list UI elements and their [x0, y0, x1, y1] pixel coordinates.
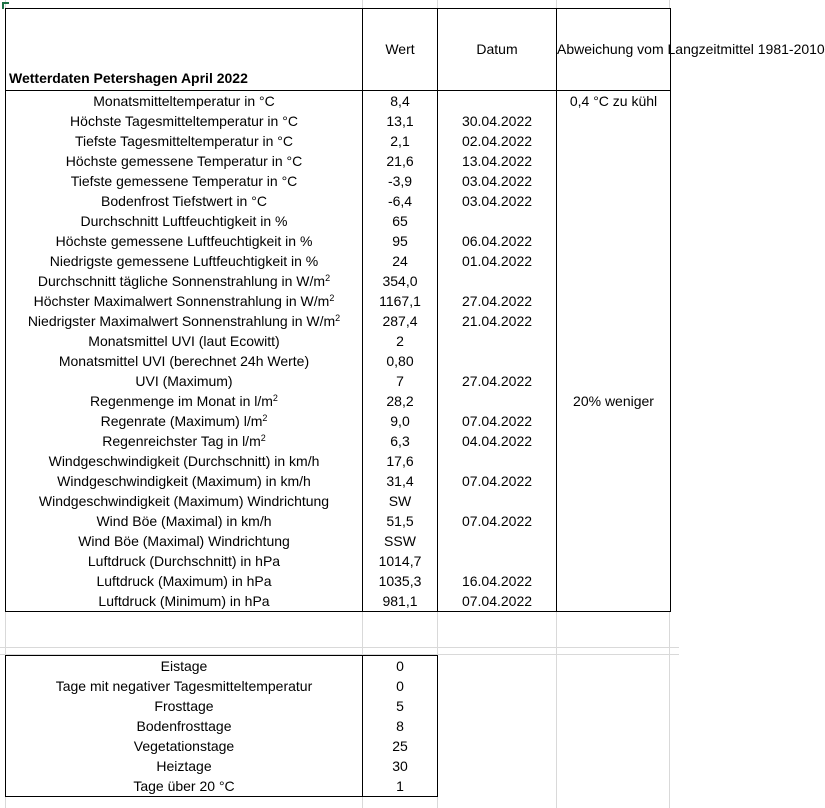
cell-label[interactable] — [6, 111, 363, 131]
cell-label-text: Höchster Maximalwert Sonnenstrahlung in W/m — [33, 292, 330, 309]
summary-row — [6, 716, 438, 736]
summary-row — [6, 696, 438, 716]
cell-deviation[interactable]: 0,4 °C zu kühl — [557, 91, 671, 112]
table-row — [6, 231, 671, 251]
cell-label-text: Luftdruck (Maximum) in hPa — [96, 572, 272, 589]
cell-value[interactable]: 9,0 — [363, 411, 438, 431]
cell-deviation[interactable] — [557, 431, 671, 451]
cell-value[interactable]: 13,1 — [363, 111, 438, 131]
header-deviation[interactable]: Abweichung vom Langzeitmittel 1981-2010 — [557, 9, 671, 91]
summary-value[interactable]: 8 — [363, 716, 438, 736]
cell-label[interactable] — [6, 331, 363, 351]
table-row — [6, 291, 671, 311]
cell-value[interactable]: 0,80 — [363, 351, 438, 371]
table-row — [6, 511, 671, 531]
table-row — [6, 251, 671, 271]
cell-label[interactable] — [6, 551, 363, 571]
cell-date[interactable] — [438, 391, 557, 411]
table-row — [6, 491, 671, 511]
cell-deviation[interactable] — [557, 191, 671, 211]
cell-value[interactable]: 28,2 — [363, 391, 438, 411]
summary-value[interactable]: 30 — [363, 756, 438, 776]
cell-label[interactable] — [6, 571, 363, 591]
table-row — [6, 311, 671, 331]
cell-label-text: Luftdruck (Durchschnitt) in hPa — [87, 552, 281, 569]
cell-date[interactable]: 07.04.2022 — [438, 411, 557, 431]
cell-value[interactable]: 6,3 — [363, 431, 438, 451]
cell-date[interactable] — [438, 211, 557, 231]
cell-date[interactable]: 30.04.2022 — [438, 111, 557, 131]
cell-label-text: Regenrate (Maximum) l/m — [100, 412, 263, 429]
cell-value[interactable]: 1014,7 — [363, 551, 438, 571]
cell-label[interactable] — [6, 471, 363, 491]
summary-label[interactable]: Eistage — [6, 656, 363, 677]
cell-label[interactable] — [6, 491, 363, 511]
cell-deviation[interactable] — [557, 131, 671, 151]
cell-date[interactable]: 04.04.2022 — [438, 431, 557, 451]
cell-date[interactable] — [438, 451, 557, 471]
cell-date[interactable]: 07.04.2022 — [438, 591, 557, 612]
cell-deviation[interactable] — [557, 491, 671, 511]
cell-value[interactable]: 95 — [363, 231, 438, 251]
table-row — [6, 471, 671, 491]
superscript: 2 — [262, 412, 268, 423]
summary-label[interactable]: Vegetationstage — [6, 736, 363, 756]
cell-value[interactable]: -3,9 — [363, 171, 438, 191]
cell-date[interactable]: 07.04.2022 — [438, 511, 557, 531]
cell-deviation[interactable] — [557, 251, 671, 271]
cell-date[interactable] — [438, 91, 557, 112]
cell-date[interactable]: 27.04.2022 — [438, 371, 557, 391]
cell-deviation[interactable] — [557, 271, 671, 291]
cell-value[interactable]: 51,5 — [363, 511, 438, 531]
cell-deviation[interactable] — [557, 551, 671, 571]
superscript: 2 — [329, 292, 335, 303]
cell-date[interactable]: 21.04.2022 — [438, 311, 557, 331]
cell-value[interactable]: 65 — [363, 211, 438, 231]
summary-value[interactable]: 0 — [363, 676, 438, 696]
cell-label-text: Windgeschwindigkeit (Maximum) Windrichtung — [38, 492, 330, 509]
cell-label[interactable] — [6, 231, 363, 251]
cell-date[interactable]: 03.04.2022 — [438, 191, 557, 211]
cell-date[interactable]: 01.04.2022 — [438, 251, 557, 271]
summary-label[interactable]: Tage mit negativer Tagesmitteltemperatur — [6, 676, 363, 696]
summary-table — [5, 655, 438, 797]
cell-label-text: Regenreichster Tag in l/m — [102, 432, 261, 449]
table-row — [6, 571, 671, 591]
table-row — [6, 171, 671, 191]
superscript: 2 — [272, 392, 278, 403]
cell-label-text: Monatsmitteltemperatur in °C — [93, 92, 275, 109]
cell-value[interactable]: 354,0 — [363, 271, 438, 291]
cell-deviation[interactable] — [557, 151, 671, 171]
summary-row — [6, 776, 438, 797]
header-value[interactable]: Wert — [363, 9, 438, 91]
summary-label[interactable]: Tage über 20 °C — [6, 776, 363, 797]
cell-date[interactable]: 13.04.2022 — [438, 151, 557, 171]
cell-value[interactable]: SW — [363, 491, 438, 511]
superscript: 2 — [325, 272, 331, 283]
cell-label-text: Regenmenge im Monat in l/m — [90, 392, 273, 409]
cell-date[interactable]: 07.04.2022 — [438, 471, 557, 491]
cell-deviation[interactable] — [557, 571, 671, 591]
cell-deviation[interactable] — [557, 231, 671, 251]
summary-label[interactable]: Frosttage — [6, 696, 363, 716]
cell-date[interactable]: 03.04.2022 — [438, 171, 557, 191]
table-row — [6, 91, 671, 112]
cell-label-text: Windgeschwindigkeit (Maximum) in km/h — [57, 472, 311, 489]
cell-label[interactable] — [6, 451, 363, 471]
cell-label[interactable] — [6, 391, 363, 411]
table-row — [6, 411, 671, 431]
sheet-title[interactable]: Wetterdaten Petershagen April 2022 — [6, 9, 363, 91]
summary-value[interactable]: 25 — [363, 736, 438, 756]
cell-value[interactable]: 24 — [363, 251, 438, 271]
cell-label-text: Höchste gemessene Temperatur in °C — [65, 152, 303, 169]
cell-label-text: UVI (Maximum) — [135, 372, 233, 389]
cell-label[interactable] — [6, 131, 363, 151]
cell-label[interactable] — [6, 311, 363, 331]
header-date[interactable]: Datum — [438, 9, 557, 91]
summary-label[interactable]: Heiztage — [6, 756, 363, 776]
cell-date[interactable]: 02.04.2022 — [438, 131, 557, 151]
table-row — [6, 271, 671, 291]
cell-deviation[interactable] — [557, 471, 671, 491]
cell-label[interactable] — [6, 531, 363, 551]
cell-value[interactable]: 1035,3 — [363, 571, 438, 591]
cell-date[interactable] — [438, 491, 557, 511]
cell-value[interactable]: -6,4 — [363, 191, 438, 211]
table-row — [6, 211, 671, 231]
header-row — [6, 9, 671, 91]
cell-date[interactable] — [438, 351, 557, 371]
cell-value[interactable]: 2 — [363, 331, 438, 351]
table-row — [6, 351, 671, 371]
table-row — [6, 151, 671, 171]
cell-label-text: Höchste Tagesmitteltemperatur in °C — [70, 112, 298, 129]
cell-date[interactable]: 06.04.2022 — [438, 231, 557, 251]
cell-deviation[interactable] — [557, 411, 671, 431]
cell-value[interactable]: 981,1 — [363, 591, 438, 612]
cell-label[interactable] — [6, 251, 363, 271]
summary-value[interactable]: 1 — [363, 776, 438, 797]
cell-deviation[interactable] — [557, 531, 671, 551]
cell-date[interactable] — [438, 551, 557, 571]
cell-label[interactable] — [6, 91, 363, 112]
weather-data-table — [5, 8, 825, 612]
summary-value[interactable]: 5 — [363, 696, 438, 716]
cell-value[interactable]: 31,4 — [363, 471, 438, 491]
cell-deviation[interactable] — [557, 291, 671, 311]
cell-deviation[interactable] — [557, 351, 671, 371]
cell-value[interactable]: 2,1 — [363, 131, 438, 151]
cell-label-text: Durchschnitt Luftfeuchtigkeit in % — [80, 212, 288, 229]
cell-deviation[interactable] — [557, 171, 671, 191]
cell-label[interactable] — [6, 291, 363, 311]
superscript: 2 — [260, 432, 266, 443]
cell-label[interactable] — [6, 511, 363, 531]
cell-label-text: Durchschnitt tägliche Sonnenstrahlung in W/m — [37, 272, 326, 289]
cell-value[interactable]: 8,4 — [363, 91, 438, 112]
cell-label-text: Monatsmittel UVI (laut Ecowitt) — [88, 332, 280, 349]
table-row — [6, 371, 671, 391]
cell-label-text: Wind Böe (Maximal) Windrichtung — [78, 532, 290, 549]
summary-value[interactable]: 0 — [363, 656, 438, 677]
cell-value[interactable]: 1167,1 — [363, 291, 438, 311]
table-row — [6, 131, 671, 151]
summary-row — [6, 736, 438, 756]
cell-label[interactable] — [6, 351, 363, 371]
cell-date[interactable]: 16.04.2022 — [438, 571, 557, 591]
cell-label-text: Windgeschwindigkeit (Durchschnitt) in km/h — [48, 452, 320, 469]
table-row — [6, 451, 671, 471]
table-row — [6, 591, 671, 612]
cell-label[interactable] — [6, 191, 363, 211]
cell-label[interactable] — [6, 151, 363, 171]
cell-deviation[interactable] — [557, 331, 671, 351]
cell-date[interactable] — [438, 271, 557, 291]
cell-label[interactable] — [6, 211, 363, 231]
cell-deviation[interactable] — [557, 511, 671, 531]
summary-label[interactable]: Bodenfrosttage — [6, 716, 363, 736]
cell-label[interactable] — [6, 591, 363, 612]
cell-deviation[interactable] — [557, 451, 671, 471]
cell-label[interactable] — [6, 371, 363, 391]
cell-label[interactable] — [6, 171, 363, 191]
cell-date[interactable] — [438, 531, 557, 551]
cell-value[interactable]: 287,4 — [363, 311, 438, 331]
cell-label-text: Monatsmittel UVI (berechnet 24h Werte) — [58, 352, 310, 369]
cell-label-text: Höchste gemessene Luftfeuchtigkeit in % — [55, 232, 313, 249]
table-row — [6, 431, 671, 451]
cell-value[interactable]: 21,6 — [363, 151, 438, 171]
table-row — [6, 331, 671, 351]
cell-label[interactable] — [6, 271, 363, 291]
summary-row — [6, 656, 438, 677]
cell-date[interactable]: 27.04.2022 — [438, 291, 557, 311]
cell-deviation[interactable]: 20% weniger — [557, 391, 671, 411]
table-row — [6, 191, 671, 211]
table-row — [6, 531, 671, 551]
cell-value[interactable]: SSW — [363, 531, 438, 551]
cell-label-text: Tiefste gemessene Temperatur in °C — [70, 172, 298, 189]
cell-label-text: Tiefste Tagesmitteltemperatur in °C — [74, 132, 294, 149]
table-row — [6, 391, 671, 411]
cell-label[interactable] — [6, 411, 363, 431]
cell-value[interactable]: 7 — [363, 371, 438, 391]
cell-label-text: Bodenfrost Tiefstwert in °C — [101, 192, 267, 209]
cell-label-text: Luftdruck (Minimum) in hPa — [98, 592, 270, 609]
cell-deviation[interactable] — [557, 111, 671, 131]
cell-deviation[interactable] — [557, 591, 671, 612]
summary-row — [6, 676, 438, 696]
table-row — [6, 551, 671, 571]
cell-label-text: Niedrigster Maximalwert Sonnenstrahlung in W/m — [27, 312, 336, 329]
cell-label-text: Niedrigste gemessene Luftfeuchtigkeit in % — [49, 252, 319, 269]
cell-deviation[interactable] — [557, 311, 671, 331]
summary-row — [6, 756, 438, 776]
cell-value[interactable]: 17,6 — [363, 451, 438, 471]
cell-label-text: Wind Böe (Maximal) in km/h — [96, 512, 272, 529]
cell-label[interactable] — [6, 431, 363, 451]
cell-deviation[interactable] — [557, 211, 671, 231]
table-row — [6, 111, 671, 131]
cell-deviation[interactable] — [557, 371, 671, 391]
cell-date[interactable] — [438, 331, 557, 351]
superscript: 2 — [335, 312, 341, 323]
